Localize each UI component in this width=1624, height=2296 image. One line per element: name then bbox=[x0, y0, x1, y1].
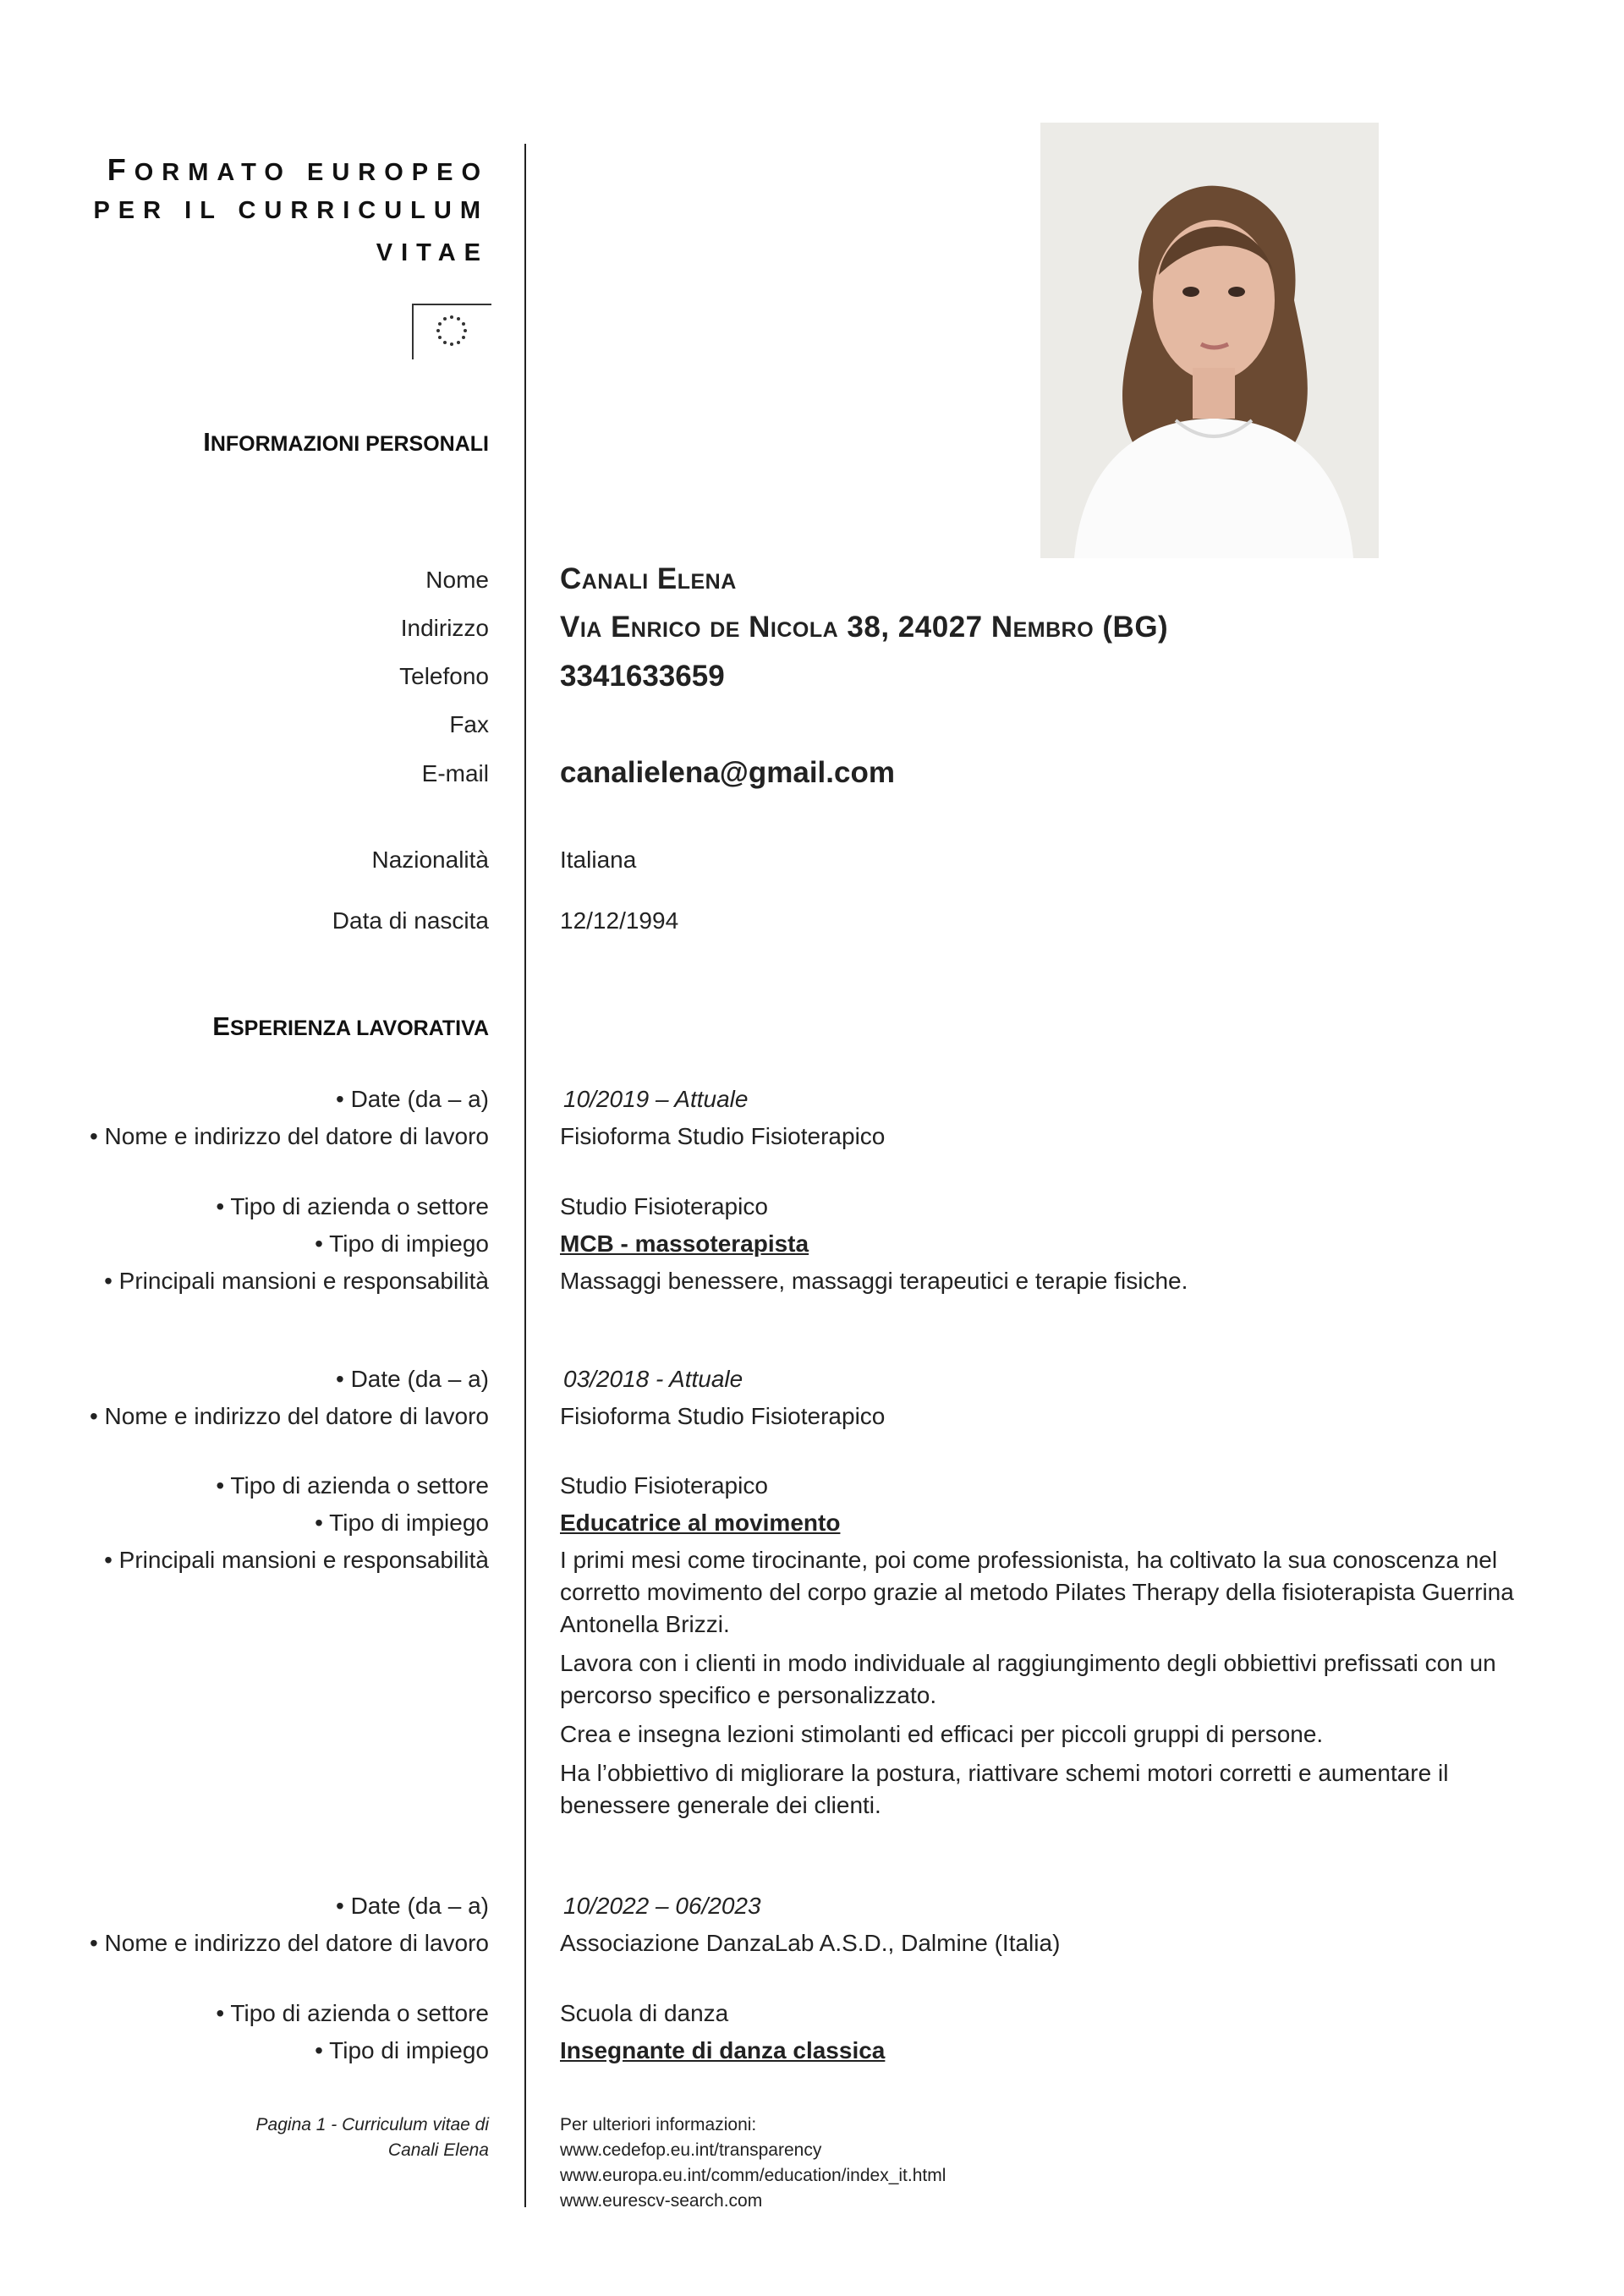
value-email[interactable]: canalielena@gmail.com bbox=[560, 756, 895, 789]
job2-label-sector: • Tipo di azienda o settore bbox=[216, 1472, 489, 1499]
job3-label-employer: • Nome e indirizzo del datore di lavoro bbox=[89, 1930, 489, 1956]
portrait-illustration bbox=[1040, 123, 1379, 558]
label-name: Nome bbox=[425, 567, 489, 593]
job1-label-sector: • Tipo di azienda o settore bbox=[216, 1193, 489, 1219]
job2-sector: Studio Fisioterapico bbox=[560, 1472, 768, 1499]
value-birthdate: 12/12/1994 bbox=[560, 907, 679, 934]
job1-label-job: • Tipo di impiego bbox=[315, 1230, 489, 1257]
eu-stars-logo bbox=[412, 304, 491, 359]
job2-duties-p4: Ha l’obbiettivo di migliorare la postura, riattivare schemi motori corretti e aumentare il benessere generale dei clienti. bbox=[560, 1760, 1449, 1818]
job3-sector: Scuola di danza bbox=[560, 2000, 729, 2026]
label-nationality: Nazionalità bbox=[371, 847, 489, 873]
footer-link-eurescv[interactable]: www.eurescv-search.com bbox=[560, 2191, 763, 2211]
job1-sector: Studio Fisioterapico bbox=[560, 1193, 768, 1219]
job1-label-employer: • Nome e indirizzo del datore di lavoro bbox=[89, 1123, 489, 1149]
footer-page-line1: Pagina 1 - Curriculum vitae di bbox=[255, 2115, 489, 2134]
footer-info-heading: Per ulteriori informazioni: bbox=[560, 2115, 757, 2134]
label-fax: Fax bbox=[449, 711, 489, 737]
section-personal-info: INFORMAZIONI PERSONALI bbox=[203, 427, 489, 457]
job3-employer: Associazione DanzaLab A.S.D., Dalmine (Italia) bbox=[560, 1930, 1061, 1956]
section-work-experience: ESPERIENZA LAVORATIVA bbox=[212, 1011, 489, 1041]
column-divider bbox=[524, 144, 526, 2207]
footer-page-line2: Canali Elena bbox=[387, 2140, 489, 2160]
cv-title-line-3: VITAE bbox=[376, 239, 489, 266]
job3-job: Insegnante di danza classica bbox=[560, 2037, 886, 2063]
value-nationality: Italiana bbox=[560, 847, 637, 873]
cv-title-line-1: FORMATO EUROPEO bbox=[107, 152, 489, 187]
job1-job: MCB - massoterapista bbox=[560, 1230, 809, 1257]
job1-duties: Massaggi benessere, massaggi terapeutici e terapie fisiche. bbox=[560, 1268, 1188, 1294]
job2-label-duties: • Principali mansioni e responsabilità bbox=[104, 1547, 489, 1573]
footer-link-europa[interactable]: www.europa.eu.int/comm/education/index_it.html bbox=[560, 2166, 946, 2185]
cv-title-line-2: PER IL CURRICULUM bbox=[93, 197, 489, 224]
job2-duties-p1: I primi mesi come tirocinante, poi come professionista, ha coltivato la sua conoscenza nel corretto movimento del corpo grazie al metodo Pilates Therapy della fisioterapista Guerrina Antonella Brizzi. bbox=[560, 1547, 1514, 1637]
footer-link-cedefop[interactable]: www.cedefop.eu.int/transparency bbox=[560, 2140, 822, 2160]
job3-dates: 10/2022 – 06/2023 bbox=[563, 1893, 761, 1919]
job3-label-dates: • Date (da – a) bbox=[335, 1893, 489, 1919]
job1-label-duties: • Principali mansioni e responsabilità bbox=[104, 1268, 489, 1294]
job3-label-job: • Tipo di impiego bbox=[315, 2037, 489, 2063]
job2-duties bbox=[560, 1544, 1524, 1828]
label-email: E-mail bbox=[421, 760, 489, 786]
job2-label-job: • Tipo di impiego bbox=[315, 1510, 489, 1536]
job2-employer: Fisioforma Studio Fisioterapico bbox=[560, 1403, 886, 1429]
label-birthdate: Data di nascita bbox=[332, 907, 489, 934]
job2-duties-p2: Lavora con i clienti in modo individuale al raggiungimento degli obbiettivi prefissati con un percorso specifico e personalizzato. bbox=[560, 1650, 1496, 1708]
job1-label-dates: • Date (da – a) bbox=[335, 1086, 489, 1112]
label-address: Indirizzo bbox=[400, 615, 489, 641]
job3-label-sector: • Tipo di azienda o settore bbox=[216, 2000, 489, 2026]
label-phone: Telefono bbox=[399, 663, 489, 689]
profile-photo bbox=[1040, 123, 1379, 558]
job2-job: Educatrice al movimento bbox=[560, 1510, 841, 1536]
job2-dates: 03/2018 - Attuale bbox=[563, 1366, 743, 1392]
footer-page-info bbox=[256, 2112, 489, 2163]
job2-label-employer: • Nome e indirizzo del datore di lavoro bbox=[89, 1403, 489, 1429]
job1-employer: Fisioforma Studio Fisioterapico bbox=[560, 1123, 886, 1149]
value-phone: 3341633659 bbox=[560, 660, 725, 693]
footer-links bbox=[560, 2112, 946, 2214]
job1-dates: 10/2019 – Attuale bbox=[563, 1086, 749, 1112]
value-name: Canali Elena bbox=[560, 562, 737, 595]
value-address: Via Enrico de Nicola 38, 24027 Nembro (BG) bbox=[560, 611, 1169, 644]
job2-duties-p3: Crea e insegna lezioni stimolanti ed efficaci per piccoli gruppi di persone. bbox=[560, 1721, 1324, 1747]
job2-label-dates: • Date (da – a) bbox=[335, 1366, 489, 1392]
